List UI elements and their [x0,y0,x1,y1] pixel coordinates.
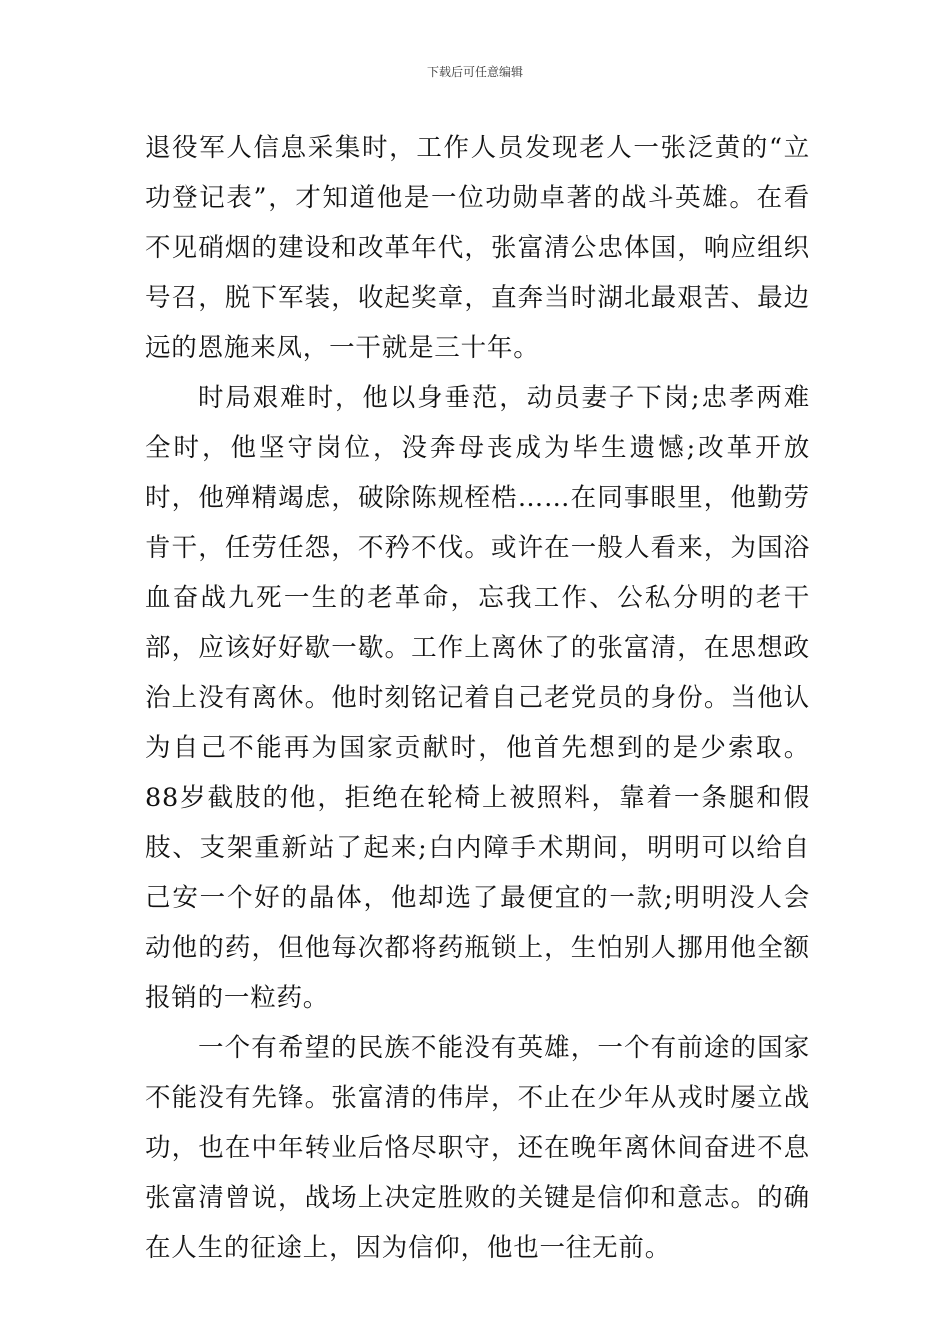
paragraph-2: 时局艰难时，他以身垂范，动员妻子下岗;忠孝两难全时，他坚守岗位，没奔母丧成为毕生遗憾;改革开放时，他殚精竭虑，破除陈规桎梏……在同事眼里，他勤劳肯干，任劳任怨，不矜不伐。或许在一般人看来，为国浴血奋战九死一生的老革命，忘我工作、公私分明的老干部，应该好好歇一歇。工作上离休了的张富清，在思想政治上没有离休。他时刻铭记着自己老党员的身份。当他认为自己不能再为国家贡献时，他首先想到的是少索取。88岁截肢的他，拒绝在轮椅上被照料，靠着一条腿和假肢、支架重新站了起来;白内障手术期间，明明可以给自己安一个好的晶体，他却选了最便宜的一款;明明没人会动他的药，但他每次都将药瓶锁上，生怕别人挪用他全额报销的一粒药。 [145,383,810,1013]
paragraph-3: 一个有希望的民族不能没有英雄，一个有前途的国家不能没有先锋。张富清的伟岸，不止在少年从戎时屡立战功，也在中年转业后恪尽职守，还在晚年离休间奋进不息张富清曾说，战场上决定胜败的关键是信仰和意志。的确在人生的征途上，因为信仰，他也一往无前。 [145,1033,810,1263]
document-body [145,123,810,1273]
paragraph-1: 退役军人信息采集时，工作人员发现老人一张泛黄的“立功登记表”，才知道他是一位功勋卓著的战斗英雄。在看不见硝烟的建设和改革年代，张富清公忠体国，响应组织号召，脱下军装，收起奖章，直奔当时湖北最艰苦、最边远的恩施来凤，一干就是三十年。 [145,133,810,363]
page-header: 下载后可任意编辑 [426,65,523,79]
